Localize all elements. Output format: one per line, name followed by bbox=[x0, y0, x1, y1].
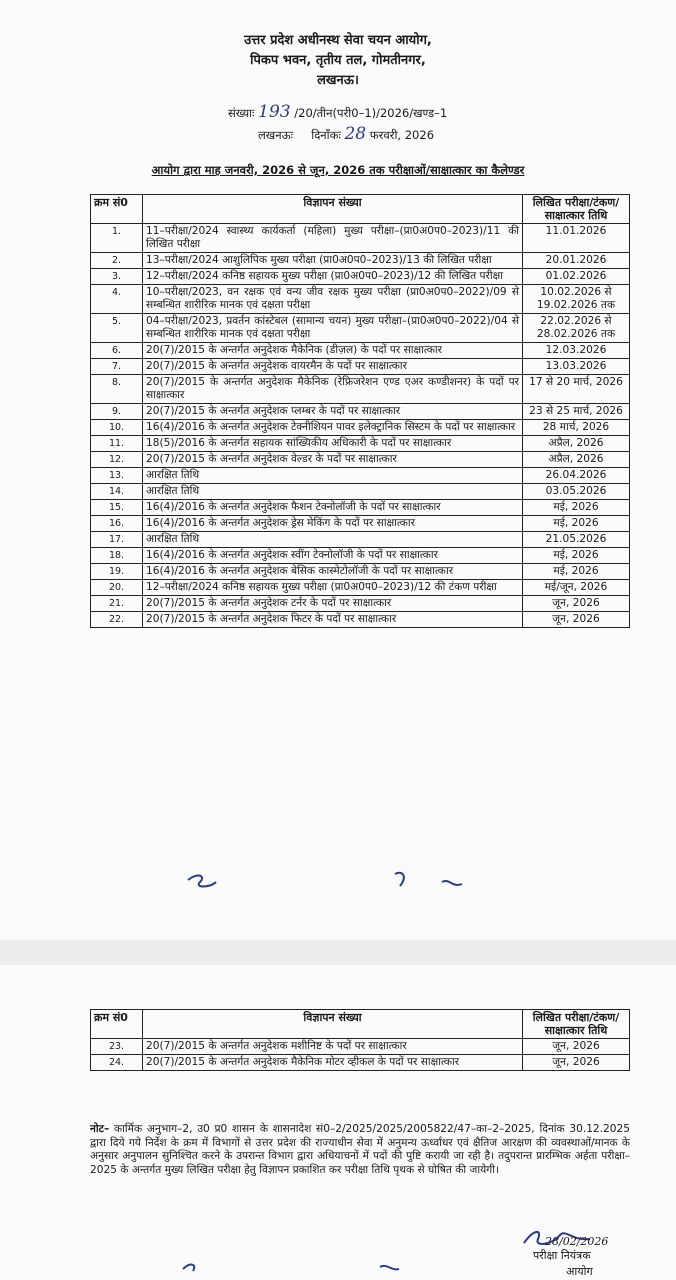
handwritten-number: 193 bbox=[258, 102, 291, 122]
advertisement-cell: 16(4)/2016 के अन्तर्गत अनुदेशक फैशन टेक्नोलॉजी के पदों पर साक्षात्कार bbox=[143, 500, 523, 516]
table-header-row bbox=[91, 195, 630, 224]
date-cell: 10.02.2026 से 19.02.2026 तक bbox=[523, 285, 630, 314]
table-row bbox=[91, 516, 630, 532]
serial-cell: 10. bbox=[91, 420, 143, 436]
table-row bbox=[91, 612, 630, 628]
serial-cell: 5. bbox=[91, 314, 143, 343]
table-header-row bbox=[91, 1010, 630, 1039]
date-cell: अप्रैल, 2026 bbox=[523, 452, 630, 468]
table-row bbox=[91, 1055, 630, 1071]
serial-cell: 8. bbox=[91, 375, 143, 404]
advertisement-cell: 20(7)/2015 के अन्तर्गत अनुदेशक मैकेनिक (डीज़ल) के पदों पर साक्षात्कार bbox=[143, 343, 523, 359]
advertisement-cell: 20(7)/2015 के अन्तर्गत अनुदेशक मैकेनिक (रेफ्रिजरेशन एण्ड एअर कण्डीशनर) के पदों पर साक्षात्कार bbox=[143, 375, 523, 404]
header-date: लिखित परीक्षा/टंकण/साक्षात्कार तिथि bbox=[523, 195, 630, 224]
table-row bbox=[91, 452, 630, 468]
initial-scribble-2 bbox=[395, 873, 404, 886]
handwritten-date: 28 bbox=[344, 124, 367, 144]
serial-cell: 11. bbox=[91, 436, 143, 452]
initial-scribble-1 bbox=[188, 876, 216, 887]
serial-cell: 21. bbox=[91, 596, 143, 612]
table-row bbox=[91, 468, 630, 484]
advertisement-cell: 16(4)/2016 के अन्तर्गत अनुदेशक स्वींग टेक्नोलॉजी के पदों पर साक्षात्कार bbox=[143, 548, 523, 564]
initial-scribble-3 bbox=[442, 881, 462, 885]
table-row bbox=[91, 500, 630, 516]
date-cell: 23 से 25 मार्च, 2026 bbox=[523, 404, 630, 420]
advertisement-cell: आरक्षित तिथि bbox=[143, 468, 523, 484]
date-cell: मई, 2026 bbox=[523, 516, 630, 532]
date-cell: 13.03.2026 bbox=[523, 359, 630, 375]
header-advertisement: विज्ञापन संख्या bbox=[143, 195, 523, 224]
date-cell: 17 से 20 मार्च, 2026 bbox=[523, 375, 630, 404]
advertisement-cell: 20(7)/2015 के अन्तर्गत अनुदेशक टर्नर के पदों पर साक्षात्कार bbox=[143, 596, 523, 612]
advertisement-cell: 16(4)/2016 के अन्तर्गत अनुदेशक टेक्नीशियन पावर इलेक्ट्रानिक सिस्टम के पदों पर साक्षात्कार bbox=[143, 420, 523, 436]
initials-scribbles bbox=[180, 868, 480, 898]
table-row bbox=[91, 1039, 630, 1055]
advertisement-cell: 18(5)/2016 के अन्तर्गत सहायक सांख्यिकीय अधिकारी के पदों पर साक्षात्कार bbox=[143, 436, 523, 452]
date-cell: मई, 2026 bbox=[523, 548, 630, 564]
advertisement-cell: आरक्षित तिथि bbox=[143, 484, 523, 500]
table-row bbox=[91, 269, 630, 285]
serial-cell: 14. bbox=[91, 484, 143, 500]
serial-cell: 2. bbox=[91, 253, 143, 269]
serial-cell: 20. bbox=[91, 580, 143, 596]
date-cell: 03.05.2026 bbox=[523, 484, 630, 500]
calendar-caption: आयोग द्वारा माह जनवरी, 2026 से जून, 2026 तक परीक्षाओं/साक्षात्कार का कैलेण्डर bbox=[151, 163, 525, 177]
table-row bbox=[91, 314, 630, 343]
table-row bbox=[91, 436, 630, 452]
serial-cell: 19. bbox=[91, 564, 143, 580]
date-cell: 11.01.2026 bbox=[523, 224, 630, 253]
table-row bbox=[91, 224, 630, 253]
date-cell: अप्रैल, 2026 bbox=[523, 436, 630, 452]
header-serial: क्रम सं0 bbox=[91, 195, 143, 224]
serial-cell: 6. bbox=[91, 343, 143, 359]
date-cell: 12.03.2026 bbox=[523, 343, 630, 359]
reference-number: संख्याः 193 /20/तीन(परी0–1)/2026/खण्ड–1 bbox=[228, 102, 448, 122]
serial-cell: 3. bbox=[91, 269, 143, 285]
bottom-scribbles bbox=[175, 1257, 415, 1279]
advertisement-cell: 11–परीक्षा/2024 स्वास्थ्य कार्यकर्ता (महिला) मुख्य परीक्षा–(प्रा0अ0प0–2023)/11 की लिखित परीक्षा bbox=[143, 224, 523, 253]
date-cell: जून, 2026 bbox=[523, 1055, 630, 1071]
table-row bbox=[91, 253, 630, 269]
serial-cell: 18. bbox=[91, 548, 143, 564]
signatory-office: आयोग bbox=[566, 1265, 593, 1278]
serial-cell: 13. bbox=[91, 468, 143, 484]
serial-cell: 15. bbox=[91, 500, 143, 516]
table-row bbox=[91, 580, 630, 596]
exam-calendar-table bbox=[90, 194, 630, 628]
advertisement-cell: 20(7)/2015 के अन्तर्गत अनुदेशक मशीनिष्ट के पदों पर साक्षात्कार bbox=[143, 1039, 523, 1055]
serial-cell: 7. bbox=[91, 359, 143, 375]
signature-date: 28/02/2026 bbox=[545, 1235, 609, 1248]
table-row bbox=[91, 484, 630, 500]
date-cell: 21.05.2026 bbox=[523, 532, 630, 548]
serial-cell: 23. bbox=[91, 1039, 143, 1055]
date-cell: मई/जून, 2026 bbox=[523, 580, 630, 596]
date-cell: 01.02.2026 bbox=[523, 269, 630, 285]
advertisement-cell: 20(7)/2015 के अन्तर्गत अनुदेशक मैकेनिक मोटर व्हीकल के पदों पर साक्षात्कार bbox=[143, 1055, 523, 1071]
header-serial: क्रम सं0 bbox=[91, 1010, 143, 1039]
date-cell: 28 मार्च, 2026 bbox=[523, 420, 630, 436]
date-cell: 22.02.2026 से 28.02.2026 तक bbox=[523, 314, 630, 343]
advertisement-cell: 20(7)/2015 के अन्तर्गत अनुदेशक वायरमैन के पदों पर साक्षात्कार bbox=[143, 359, 523, 375]
date-cell: 20.01.2026 bbox=[523, 253, 630, 269]
date-cell: 26.04.2026 bbox=[523, 468, 630, 484]
serial-cell: 16. bbox=[91, 516, 143, 532]
table-row bbox=[91, 548, 630, 564]
org-city: लखनऊ। bbox=[317, 73, 359, 88]
table-row bbox=[91, 375, 630, 404]
date-cell: जून, 2026 bbox=[523, 612, 630, 628]
date-cell: मई, 2026 bbox=[523, 564, 630, 580]
advertisement-cell: 20(7)/2015 के अन्तर्गत अनुदेशक फिटर के पदों पर साक्षात्कार bbox=[143, 612, 523, 628]
org-address: पिकप भवन, तृतीय तल, गोमतीनगर, bbox=[250, 53, 426, 68]
signatory-designation: परीक्षा नियंत्रक bbox=[533, 1249, 591, 1262]
advertisement-cell: 04–परीक्षा/2023, प्रवर्तन कांस्टेबल (सामान्य चयन) मुख्य परीक्षा–(प्रा0अ0प0–2022)/04 से सम्बन्धित शारीरिक मानक एवं दक्षता परीक्षा bbox=[143, 314, 523, 343]
advertisement-cell: 16(4)/2016 के अन्तर्गत अनुदेशक बेसिक कास्मेटोलॉजी के पदों पर साक्षात्कार bbox=[143, 564, 523, 580]
serial-cell: 4. bbox=[91, 285, 143, 314]
header-date: लिखित परीक्षा/टंकण/साक्षात्कार तिथि bbox=[523, 1010, 630, 1039]
note-paragraph: नोट– कार्मिक अनुभाग–2, उ0 प्र0 शासन के शासनादेश सं0–2/2025/2025/2005822/47–का–2–2025, दिनांक 30.12.2025 द्वारा दिये गये निर्देश के क्रम में विभागों से उत्तर प्रदेश की राज्याधीन सेवा में अनुमन्य ऊर्ध्वाधर एवं क्षैतिज आरक्षण की व्यवस्थाओं/मानक के अनुसार अनुपालन सुनिश्चित करने के उपरान्त विभाग द्वारा अधियाचनों में पदों की पुष्टि करायी जा रही है। तदुपरान्त प्रारम्भिक अर्हता परीक्षा–2025 के अन्तर्गत मुख्य लिखित परीक्षा हेतु विज्ञापन प्रकाशित कर परीक्षा तिथि पृथक से घोषित की जायेगी। bbox=[90, 1123, 630, 1176]
date-cell: मई, 2026 bbox=[523, 500, 630, 516]
serial-cell: 9. bbox=[91, 404, 143, 420]
table-row bbox=[91, 596, 630, 612]
advertisement-cell: 13–परीक्षा/2024 आशुलिपिक मुख्य परीक्षा (प्रा0अ0प0–2023)/13 की लिखित परीक्षा bbox=[143, 253, 523, 269]
table-row bbox=[91, 359, 630, 375]
header-advertisement: विज्ञापन संख्या bbox=[143, 1010, 523, 1039]
document-page-2 bbox=[0, 965, 676, 1280]
org-name: उत्तर प्रदेश अधीनस्थ सेवा चयन आयोग, bbox=[244, 33, 432, 48]
serial-cell: 17. bbox=[91, 532, 143, 548]
advertisement-cell: 20(7)/2015 के अन्तर्गत अनुदेशक वेल्डर के पदों पर साक्षात्कार bbox=[143, 452, 523, 468]
table-row bbox=[91, 343, 630, 359]
table-row bbox=[91, 532, 630, 548]
table-row bbox=[91, 285, 630, 314]
advertisement-cell: आरक्षित तिथि bbox=[143, 532, 523, 548]
serial-cell: 1. bbox=[91, 224, 143, 253]
advertisement-cell: 16(4)/2016 के अन्तर्गत अनुदेशक ड्रेस मेकिंग के पदों पर साक्षात्कार bbox=[143, 516, 523, 532]
date-cell: जून, 2026 bbox=[523, 1039, 630, 1055]
serial-cell: 24. bbox=[91, 1055, 143, 1071]
table-row bbox=[91, 564, 630, 580]
advertisement-cell: 12–परीक्षा/2024 कनिष्ठ सहायक मुख्य परीक्षा (प्रा0अ0प0–2023)/12 की लिखित परीक्षा bbox=[143, 269, 523, 285]
exam-calendar-table-continued bbox=[90, 1009, 630, 1071]
advertisement-cell: 20(7)/2015 के अन्तर्गत अनुदेशक प्लम्बर के पदों पर साक्षात्कार bbox=[143, 404, 523, 420]
serial-cell: 22. bbox=[91, 612, 143, 628]
date-cell: जून, 2026 bbox=[523, 596, 630, 612]
advertisement-cell: 10–परीक्षा/2023, वन रक्षक एवं वन्य जीव रक्षक मुख्य परीक्षा (प्रा0अ0प0–2022)/09 से सम्बन्धित शारीरिक मानक एवं दक्षता परीक्षा bbox=[143, 285, 523, 314]
advertisement-cell: 12–परीक्षा/2024 कनिष्ठ सहायक मुख्य परीक्षा (प्रा0अ0प0–2023)/12 की टंकण परीक्षा bbox=[143, 580, 523, 596]
table-row bbox=[91, 404, 630, 420]
table-row bbox=[91, 420, 630, 436]
serial-cell: 12. bbox=[91, 452, 143, 468]
reference-date: लखनऊः दिनाँकः 28 फरवरी, 2026 bbox=[258, 124, 435, 144]
